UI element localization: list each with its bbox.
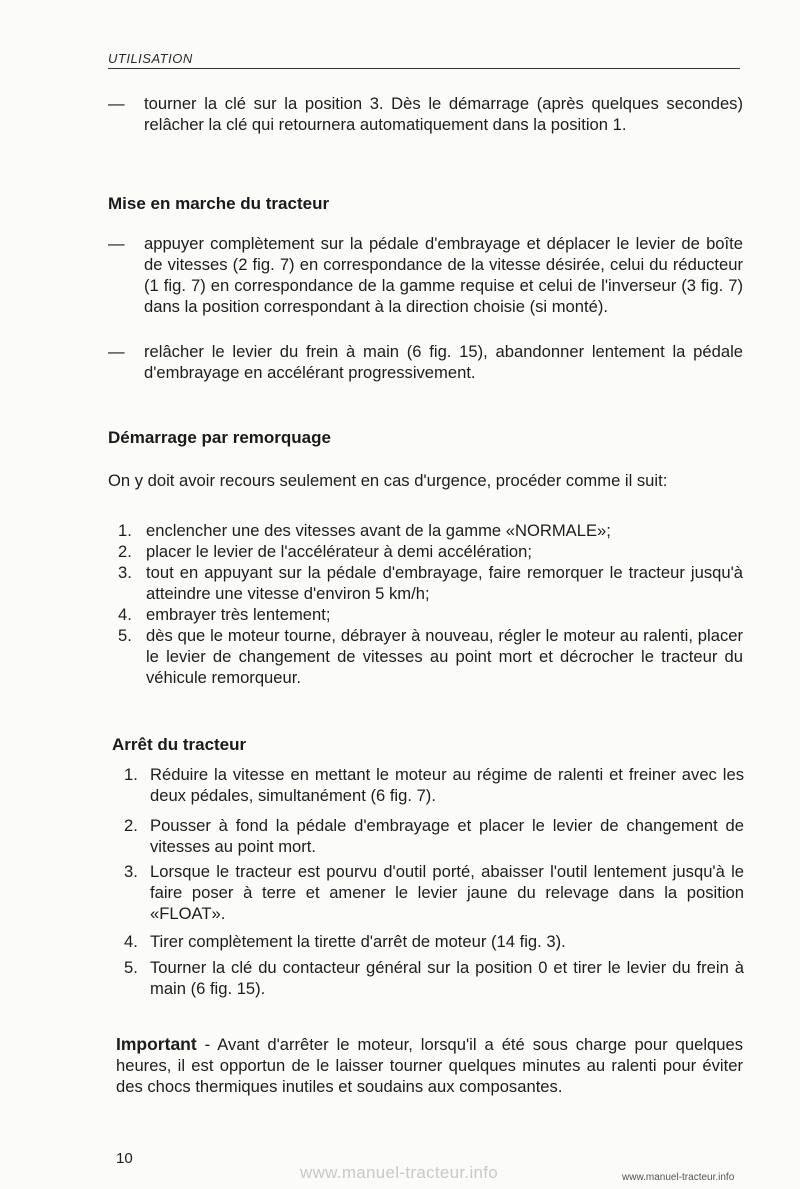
section-heading-mise-en-marche: Mise en marche du tracteur (108, 194, 330, 213)
list-item (108, 233, 743, 317)
watermark-right: www.manuel-tracteur.info (622, 1172, 735, 1183)
numbered-item (118, 541, 743, 562)
item-text: enclencher une des vitesses avant de la gamme «NORMALE»; (146, 521, 611, 540)
item-text: Pousser à fond la pédale d'embrayage et placer le levier de changement de vitesses au point mort. (150, 816, 744, 856)
dash-bullet: — (108, 234, 125, 253)
item-number: 1. (118, 521, 132, 540)
item-text: Réduire la vitesse en mettant le moteur au régime de ralenti et freiner avec les deux pédales, simultanément (6 fig. 7). (150, 765, 744, 805)
numbered-item (124, 764, 744, 806)
numbered-item (124, 861, 744, 924)
item-number: 4. (118, 605, 132, 624)
numbered-item (118, 625, 743, 688)
item-text: dès que le moteur tourne, débrayer à nouveau, régler le moteur au ralenti, placer le levier de changement de vitesses au point mort et décrocher le tracteur du véhicule remorqueur. (146, 626, 743, 687)
section-heading-demarrage: Démarrage par remorquage (108, 428, 331, 447)
item-text: embrayer très lentement; (146, 605, 331, 624)
numbered-item (118, 604, 743, 625)
item-text: tout en appuyant sur la pédale d'embrayage, faire remorquer le tracteur jusqu'à atteindre une vitesse d'environ 5 km/h; (146, 563, 743, 603)
list-item-text: relâcher le levier du frein à main (6 fig. 15), abandonner lentement la pédale d'embrayage en accélérant progressivement. (144, 342, 743, 382)
item-number: 5. (118, 626, 132, 645)
important-label: Important (116, 1034, 197, 1054)
numbered-item (124, 931, 744, 952)
list-item-text: tourner la clé sur la position 3. Dès le démarrage (après quelques secondes) relâcher la clé qui retournera automatiquement dans la position 1. (144, 94, 743, 134)
item-number: 2. (124, 816, 138, 835)
item-text: Lorsque le tracteur est pourvu d'outil porté, abaisser l'outil lentement jusqu'à le faire poser à terre et amener le levier jaune du relevage dans la position «FLOAT». (150, 862, 744, 923)
header-title: UTILISATION (108, 51, 193, 66)
dash-bullet: — (108, 94, 125, 113)
item-text: Tirer complètement la tirette d'arrêt de moteur (14 fig. 3). (150, 932, 566, 951)
numbered-item (124, 957, 744, 999)
list-item-text: appuyer complètement sur la pédale d'embrayage et déplacer le levier de boîte de vitesses (2 fig. 7) en correspondance de la vitesse désirée, celui du réducteur (1 fig. 7) en correspondance de la gamme requise et celui de l'inverseur (3 fig. 7) dans la position correspondant à la direction choisie (si monté). (144, 234, 743, 316)
item-number: 3. (118, 563, 132, 582)
page-number: 10 (116, 1150, 133, 1167)
item-text: Tourner la clé du contacteur général sur la position 0 et tirer le levier du frein à main (6 fig. 15). (150, 958, 744, 998)
item-number: 5. (124, 958, 138, 977)
numbered-item (124, 815, 744, 857)
item-text: placer le levier de l'accélérateur à demi accélération; (146, 542, 532, 561)
section-heading-arret: Arrêt du tracteur (112, 735, 247, 754)
item-number: 2. (118, 542, 132, 561)
intro-list-item (108, 93, 743, 135)
item-number: 3. (124, 862, 138, 881)
important-text: - Avant d'arrêter le moteur, lorsqu'il a été sous charge pour quelques heures, il est opportun de le laisser tourner quelques minutes au ralenti pour éviter des chocs thermiques inutiles et soudains aux composantes. (116, 1035, 743, 1096)
page-header (108, 50, 740, 69)
item-number: 4. (124, 932, 138, 951)
item-number: 1. (124, 765, 138, 784)
important-note (116, 1034, 743, 1097)
numbered-item (118, 520, 743, 541)
section-intro-paragraph: On y doit avoir recours seulement en cas d'urgence, procéder comme il suit: (108, 471, 668, 490)
watermark-center: www.manuel-tracteur.info (300, 1163, 499, 1182)
list-item (108, 341, 743, 383)
dash-bullet: — (108, 342, 125, 361)
numbered-item (118, 562, 743, 604)
